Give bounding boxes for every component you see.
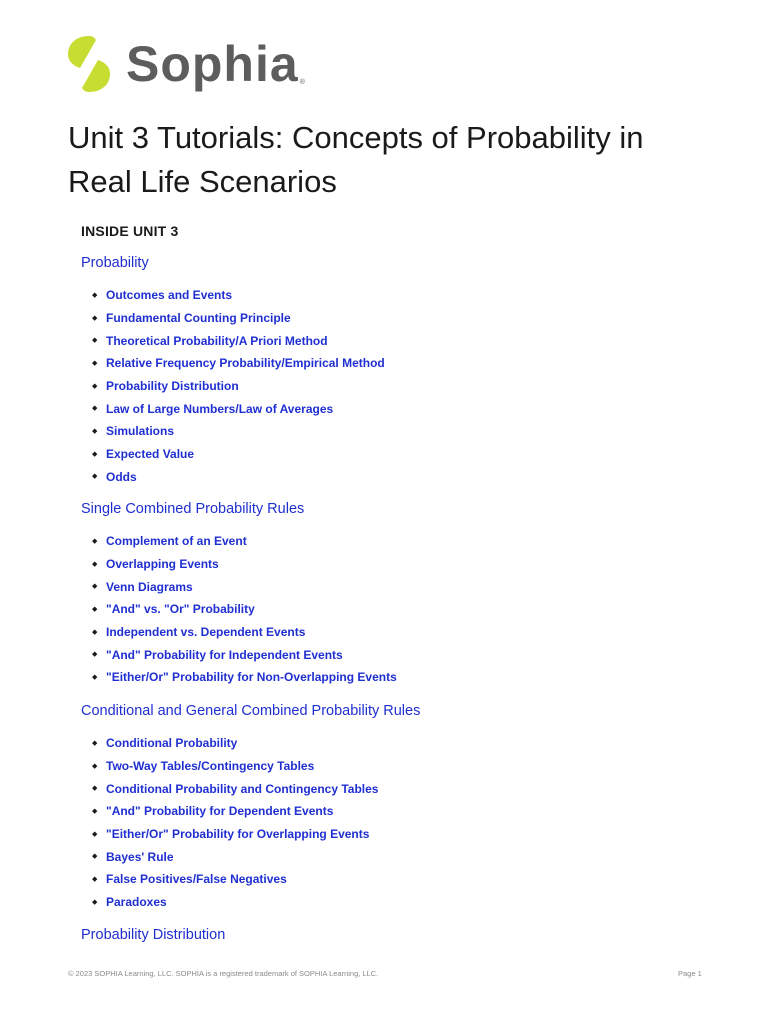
list-item[interactable] bbox=[92, 755, 378, 778]
list-item[interactable] bbox=[92, 530, 397, 553]
list-item-link[interactable]: "And" vs. "Or" Probability bbox=[106, 602, 255, 617]
list-item-link[interactable]: Overlapping Events bbox=[106, 557, 219, 572]
list-item[interactable] bbox=[92, 621, 397, 644]
list-item-link[interactable]: Two-Way Tables/Contingency Tables bbox=[106, 759, 315, 774]
diamond-bullet-icon: ◆ bbox=[92, 450, 98, 458]
list-item-link[interactable]: Simulations bbox=[106, 424, 175, 439]
diamond-bullet-icon: ◆ bbox=[92, 359, 98, 367]
sophia-logo-icon bbox=[66, 34, 112, 94]
diamond-bullet-icon: ◆ bbox=[92, 628, 98, 636]
list-item-link[interactable]: Fundamental Counting Principle bbox=[106, 311, 291, 326]
list-item-link[interactable]: "And" Probability for Independent Events bbox=[106, 647, 343, 662]
diamond-bullet-icon: ◆ bbox=[92, 807, 98, 815]
diamond-bullet-icon: ◆ bbox=[92, 291, 98, 299]
diamond-bullet-icon: ◆ bbox=[92, 762, 98, 770]
page-title: Unit 3 Tutorials: Concepts of Probability in Real Life Scenarios bbox=[68, 120, 644, 199]
list-item-link[interactable]: Odds bbox=[106, 469, 137, 484]
diamond-bullet-icon: ◆ bbox=[92, 405, 98, 413]
diamond-bullet-icon: ◆ bbox=[92, 830, 98, 838]
section-heading-conditional[interactable]: Conditional and General Combined Probability Rules bbox=[81, 703, 421, 719]
diamond-bullet-icon: ◆ bbox=[92, 382, 98, 390]
list-item[interactable] bbox=[92, 375, 385, 398]
diamond-bullet-icon: ◆ bbox=[92, 898, 98, 906]
list-item[interactable] bbox=[92, 598, 397, 621]
list-item[interactable] bbox=[92, 575, 397, 598]
list-item-link[interactable]: "And" Probability for Dependent Events bbox=[106, 804, 334, 819]
list-item[interactable] bbox=[92, 643, 397, 666]
list-item[interactable] bbox=[92, 732, 378, 755]
diamond-bullet-icon: ◆ bbox=[92, 673, 98, 681]
list-item[interactable] bbox=[92, 329, 385, 352]
list-item[interactable] bbox=[92, 553, 397, 576]
list-item[interactable] bbox=[92, 397, 385, 420]
list-item-link[interactable]: Conditional Probability bbox=[106, 736, 238, 751]
section-heading-single-combined[interactable]: Single Combined Probability Rules bbox=[81, 501, 305, 517]
section-heading-probability[interactable]: Probability bbox=[81, 255, 149, 271]
logo-wordmark: Sophia bbox=[126, 36, 299, 92]
list-item[interactable] bbox=[92, 443, 385, 466]
diamond-bullet-icon: ◆ bbox=[92, 473, 98, 481]
list-item-link[interactable]: Theoretical Probability/A Priori Method bbox=[106, 333, 328, 348]
list-item[interactable] bbox=[92, 891, 378, 914]
list-item-link[interactable]: Venn Diagrams bbox=[106, 579, 193, 594]
section-list-single-combined bbox=[92, 530, 397, 689]
list-item-link[interactable]: "Either/Or" Probability for Non-Overlapping Events bbox=[106, 670, 397, 685]
diamond-bullet-icon: ◆ bbox=[92, 853, 98, 861]
diamond-bullet-icon: ◆ bbox=[92, 337, 98, 345]
list-item[interactable] bbox=[92, 868, 378, 891]
list-item-link[interactable]: Independent vs. Dependent Events bbox=[106, 625, 306, 640]
diamond-bullet-icon: ◆ bbox=[92, 583, 98, 591]
diamond-bullet-icon: ◆ bbox=[92, 739, 98, 747]
diamond-bullet-icon: ◆ bbox=[92, 875, 98, 883]
section-list-conditional bbox=[92, 732, 378, 914]
section-list-probability bbox=[92, 284, 385, 488]
diamond-bullet-icon: ◆ bbox=[92, 314, 98, 322]
diamond-bullet-icon: ◆ bbox=[92, 651, 98, 659]
list-item[interactable] bbox=[92, 284, 385, 307]
list-item-link[interactable]: "Either/Or" Probability for Overlapping Events bbox=[106, 827, 370, 842]
diamond-bullet-icon: ◆ bbox=[92, 785, 98, 793]
list-item[interactable] bbox=[92, 823, 378, 846]
list-item[interactable] bbox=[92, 466, 385, 489]
registered-mark: ® bbox=[299, 79, 305, 86]
list-item[interactable] bbox=[92, 777, 378, 800]
list-item-link[interactable]: Paradoxes bbox=[106, 895, 167, 910]
footer-copyright: © 2023 SOPHIA Learning, LLC. SOPHIA is a registered trademark of SOPHIA Learning, LLC. bbox=[68, 969, 379, 978]
sophia-logo bbox=[66, 34, 305, 94]
list-item-link[interactable]: Bayes' Rule bbox=[106, 849, 174, 864]
diamond-bullet-icon: ◆ bbox=[92, 537, 98, 545]
list-item[interactable] bbox=[92, 352, 385, 375]
list-item-link[interactable]: False Positives/False Negatives bbox=[106, 872, 287, 887]
list-item-link[interactable]: Law of Large Numbers/Law of Averages bbox=[106, 401, 334, 416]
section-heading-probability-distribution[interactable]: Probability Distribution bbox=[81, 927, 226, 943]
list-item-link[interactable]: Conditional Probability and Contingency Tables bbox=[106, 781, 379, 796]
list-item[interactable] bbox=[92, 307, 385, 330]
list-item-link[interactable]: Expected Value bbox=[106, 447, 195, 462]
list-item-link[interactable]: Complement of an Event bbox=[106, 534, 247, 549]
list-item[interactable] bbox=[92, 420, 385, 443]
list-item[interactable] bbox=[92, 800, 378, 823]
diamond-bullet-icon: ◆ bbox=[92, 560, 98, 568]
inside-unit-label: INSIDE UNIT 3 bbox=[81, 223, 179, 239]
diamond-bullet-icon: ◆ bbox=[92, 605, 98, 613]
list-item-link[interactable]: Outcomes and Events bbox=[106, 288, 233, 303]
footer-page-number: Page 1 bbox=[678, 969, 702, 978]
list-item[interactable] bbox=[92, 845, 378, 868]
list-item-link[interactable]: Relative Frequency Probability/Empirical Method bbox=[106, 356, 385, 371]
list-item-link[interactable]: Probability Distribution bbox=[106, 379, 239, 394]
list-item[interactable] bbox=[92, 666, 397, 689]
diamond-bullet-icon: ◆ bbox=[92, 427, 98, 435]
